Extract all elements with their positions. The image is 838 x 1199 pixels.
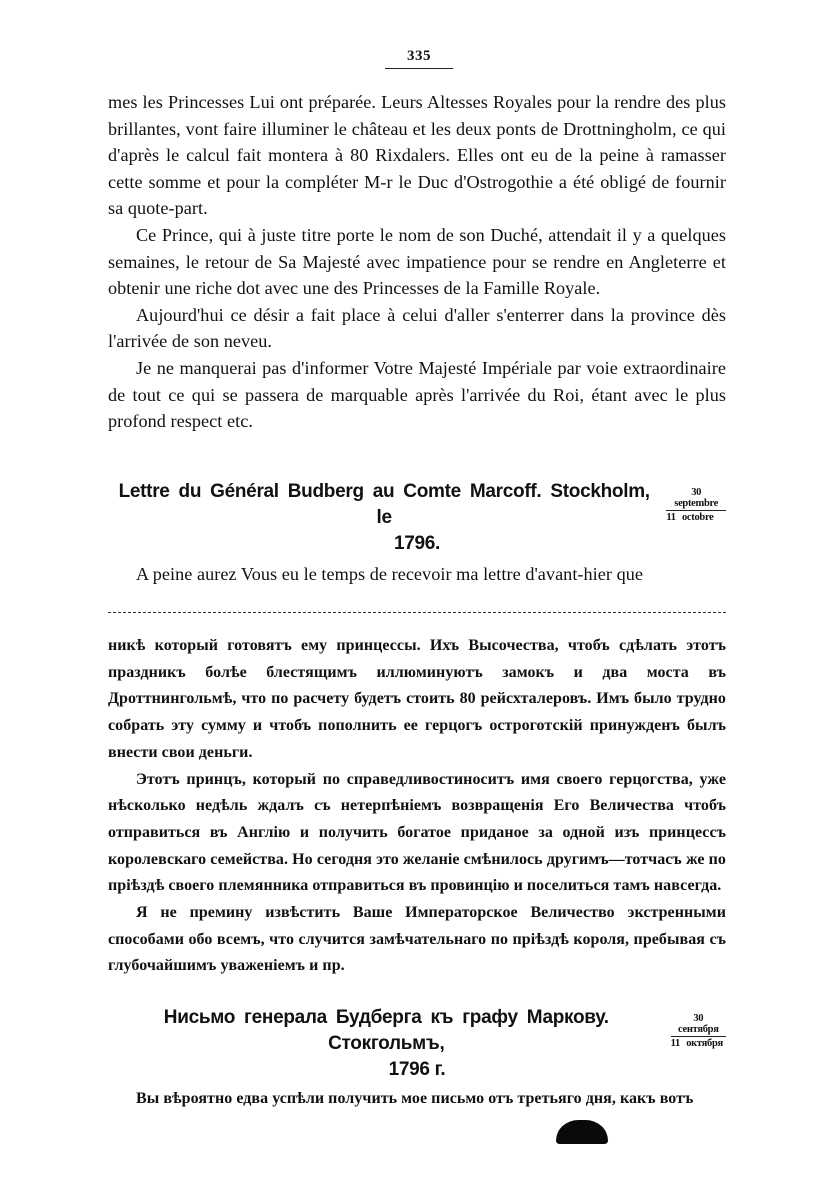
french-section: [108, 89, 726, 435]
ink-blot-artifact: [556, 1120, 608, 1144]
french-heading-date: [666, 487, 726, 523]
russian-section: [108, 633, 726, 980]
russian-date-new-style: 11 октября: [670, 1038, 723, 1049]
french-heading-title: Lettre du Général Budberg au Comte Marcoff. Stockholm, le: [118, 481, 650, 528]
russian-date-old-style: 30 сентября: [671, 1013, 726, 1037]
section-divider: [108, 612, 726, 613]
russian-heading-year: 1796 г.: [388, 1059, 446, 1080]
french-letter-body: [108, 561, 726, 588]
page-header: [0, 46, 838, 69]
russian-heading-title: Нисьмо генерала Будберга къ графу Маркову. Стокгольмъ,: [163, 1007, 609, 1054]
french-paragraph-2: Ce Prince, qui à juste titre porte le nom de son Duché, attendait il y a quelques semaines, le retour de Sa Majesté avec impatience pour se rendre en Angleterre et obtenir une riche dot avec une des Princesses de la Famille Royale.: [108, 224, 726, 299]
russian-paragraph-2: Этотъ принцъ, который по справедливостиноситъ имя своего герцогства, уже нѣсколько недѣль ждалъ съ нетерпѣніемъ возвращенія Его Величества чтобъ отправиться въ Англію и получить богатое приданое за одной изъ принцессъ королевскаго семейства. Но сегодня это желаніе смѣнилось другимъ—тотчасъ же по пріѣздѣ своего племянника отправиться въ провинцію и поселиться тамъ навсегда.: [108, 770, 726, 895]
russian-paragraph-3: Я не премину извѣстить Ваше Императорское Величество экстренными способами обо всемъ, что случится замѣчательнаго по пріѣздѣ короля, пребывая съ глубочайшимъ уваженіемъ и пр.: [108, 904, 726, 975]
french-date-new-style: 11 octobre: [666, 512, 714, 523]
french-paragraph-3: Aujourd'hui ce désir a fait place à celui d'aller s'enterrer dans la province dès l'arrivée de son neveu.: [108, 304, 726, 352]
russian-heading-date: [671, 1013, 726, 1049]
french-heading-year: 1796.: [393, 533, 441, 554]
french-letter-opening: A peine aurez Vous eu le temps de recevoir ma lettre d'avant-hier que: [136, 564, 644, 584]
page-number: 335: [385, 46, 453, 69]
russian-letter-body: [108, 1086, 726, 1113]
french-paragraph-1: mes les Princesses Lui ont préparée. Leurs Altesses Royales pour la rendre des plus brillantes, vont faire illuminer le château et les deux ponts de Drottningholm, ce qui d'après le calcul fait montera à 80 Rixdalers. Elles ont eu de la peine à ramasser cette somme et pour la compléter M-r le Duc d'Ostrogothie a été obligé de fournir sa quote-part.: [108, 92, 726, 219]
french-date-old-style: 30 septembre: [666, 487, 726, 511]
russian-letter-heading: [108, 1005, 726, 1083]
french-letter-heading: [108, 479, 726, 557]
russian-letter-opening: Вы вѣроятно едва успѣли получить мое письмо отъ третьяго дня, какъ вотъ: [136, 1090, 694, 1107]
russian-paragraph-1: никѣ который готовятъ ему принцессы. Ихъ Высочества, чтобъ сдѣлать этотъ праздникъ болѣе блестящимъ иллюминуютъ замокъ и два моста въ Дроттнингольмѣ, что по расчету будетъ стоить 80 рейсхталеровъ. Имъ было трудно собрать эту сумму и чтобъ пополнить ее герцогъ остроготскій принужденъ былъ внести свои деньги.: [108, 637, 726, 761]
french-paragraph-4: Je ne manquerai pas d'informer Votre Majesté Impériale par voie extraordinaire de tout ce qui se passera de marquable après l'arrivée du Roi, étant avec le plus profond respect etc.: [108, 357, 726, 432]
